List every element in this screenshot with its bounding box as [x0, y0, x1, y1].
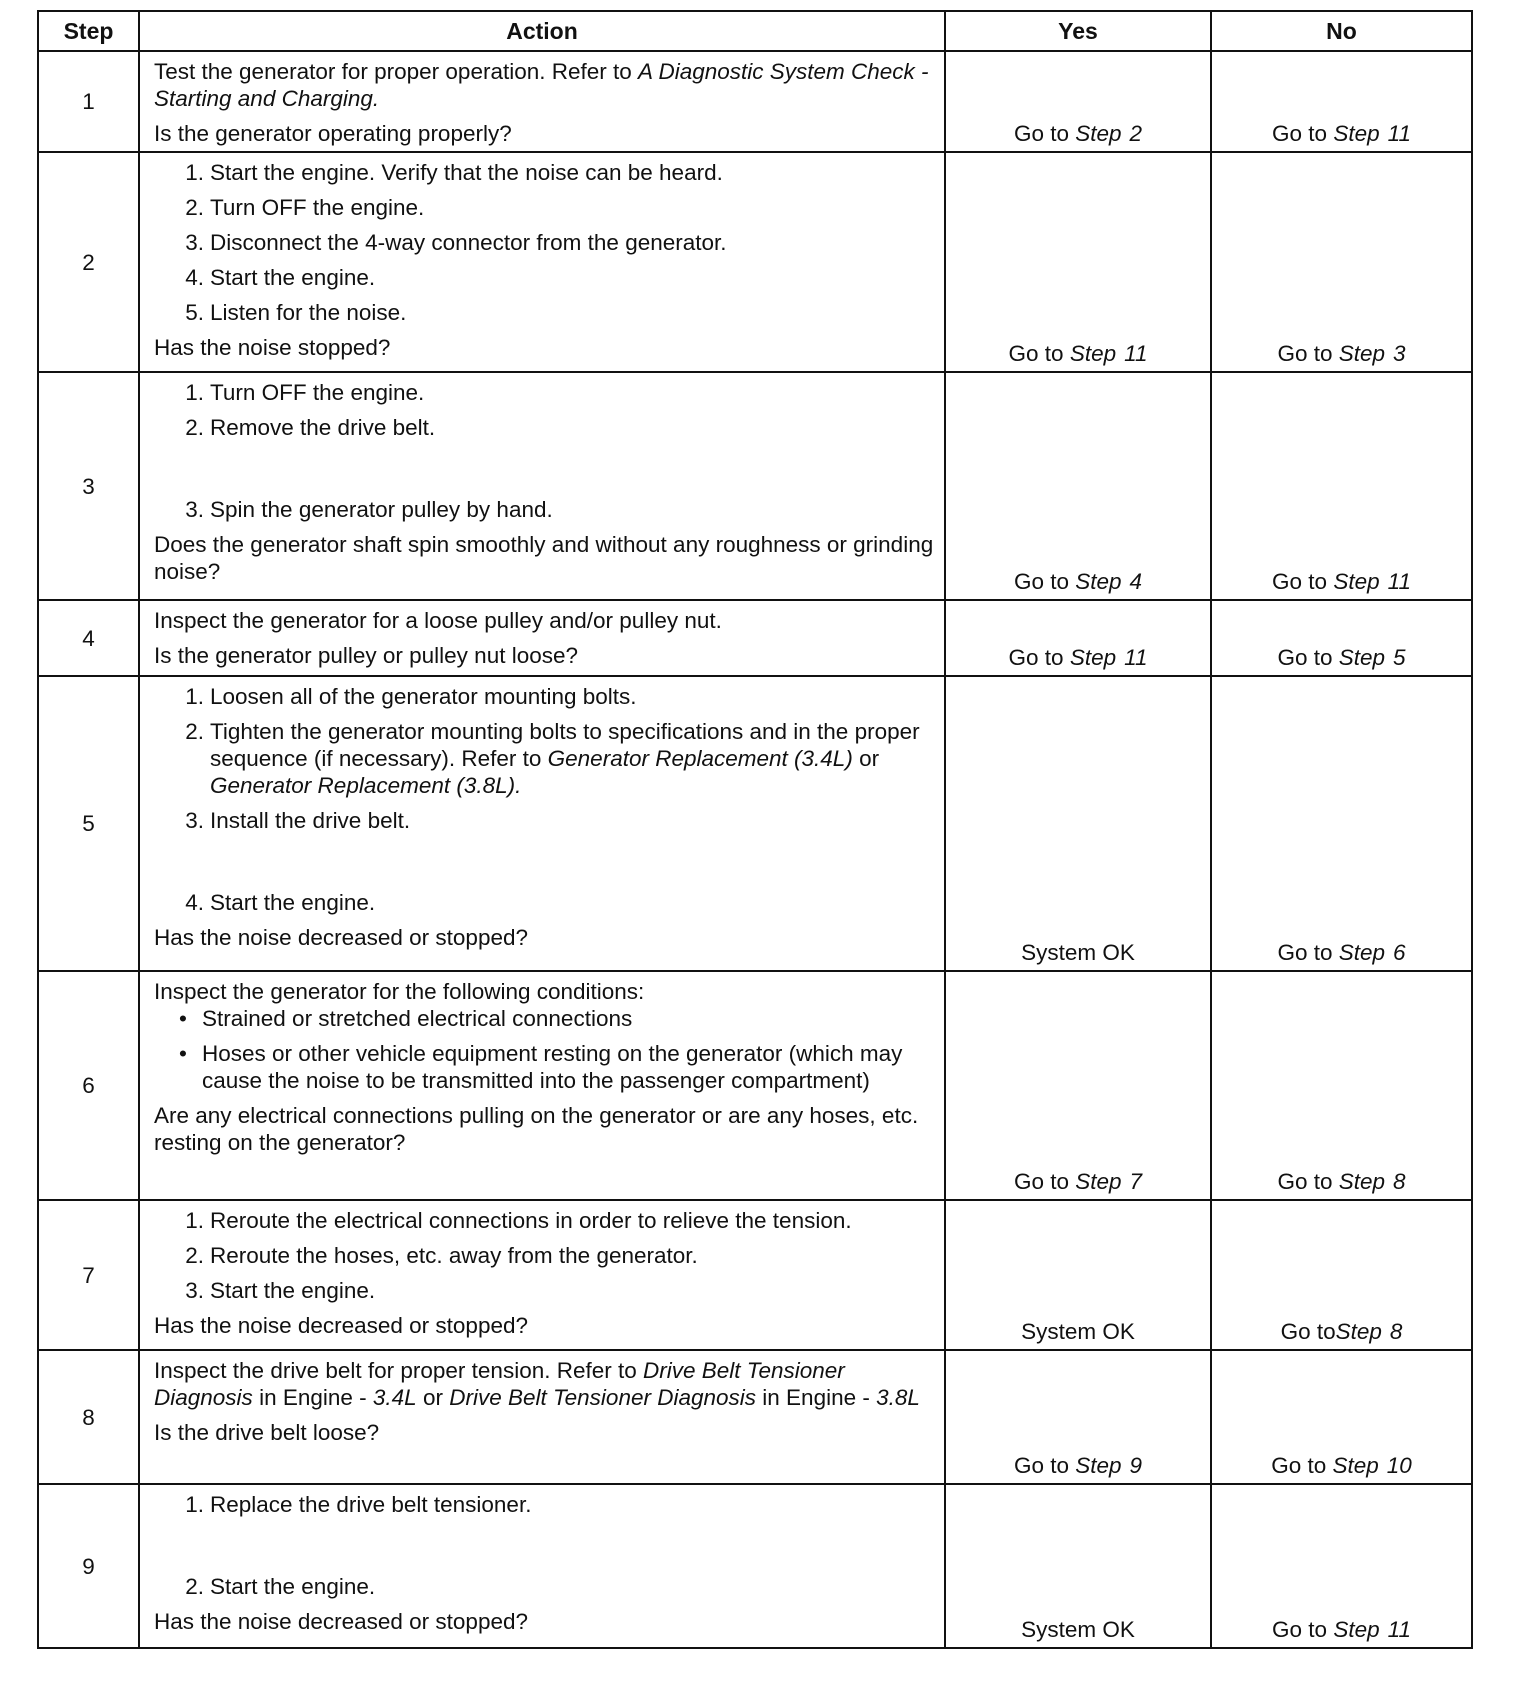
header-row	[38, 11, 1472, 51]
question: Has the noise stopped?	[154, 335, 391, 360]
step-number: 6	[38, 971, 139, 1200]
step-number: 9	[38, 1484, 139, 1648]
substep: 3. Start the engine.	[185, 1278, 376, 1303]
no-result: Go toStep 8	[1211, 1200, 1472, 1350]
action-text: Inspect the generator for the following conditions:	[154, 979, 645, 1004]
substep: 2. Reroute the hoses, etc. away from the generator.	[185, 1243, 698, 1268]
yes-result: System OK	[945, 1200, 1211, 1350]
reference-link[interactable]: Drive Belt Tensioner Diagnosis	[449, 1385, 757, 1410]
substep: 4. Start the engine.	[185, 265, 376, 290]
table-row	[38, 1484, 1472, 1648]
action-text: Inspect the generator for a loose pulley and/or pulley nut.	[154, 608, 722, 633]
question: Has the noise decreased or stopped?	[154, 925, 528, 950]
header-no: No	[1211, 11, 1472, 51]
substep: 3. Install the drive belt.	[185, 808, 411, 833]
step-number: 2	[38, 152, 139, 372]
action-cell	[139, 51, 945, 152]
step-number: 5	[38, 676, 139, 971]
header-action: Action	[139, 11, 945, 51]
yes-result: Go to Step 2	[945, 51, 1211, 152]
substep: 1. Replace the drive belt tensioner.	[185, 1492, 532, 1517]
action-cell	[139, 676, 945, 971]
question: Are any electrical connections pulling on the generator or are any hoses, etc. resting on the generator?	[154, 1103, 919, 1155]
table-row	[38, 372, 1472, 600]
diagnostic-table	[37, 10, 1473, 1649]
condition-item: • Strained or stretched electrical connections	[154, 1005, 936, 1032]
substep: 5. Listen for the noise.	[185, 300, 407, 325]
header-step: Step	[38, 11, 139, 51]
yes-result: Go to Step 4	[945, 372, 1211, 600]
action-cell	[139, 1350, 945, 1484]
reference-link[interactable]: Drive Belt Tensioner Diagnosis	[154, 1358, 845, 1410]
substep: 1. Reroute the electrical connections in order to relieve the tension.	[185, 1208, 852, 1233]
substep: 2. Tighten the generator mounting bolts to specifications and in the proper sequence (if necessary). Refer to Generator Replacement (3.4L) or Generator Replacement (3.8L).	[185, 719, 920, 798]
yes-result: Go to Step 11	[945, 600, 1211, 676]
action-text: Test the generator for proper operation. Refer to A Diagnostic System Check - Starting and Charging.	[154, 59, 929, 111]
substep-list	[154, 379, 936, 523]
table-row	[38, 971, 1472, 1200]
action-cell	[139, 600, 945, 676]
question: Does the generator shaft spin smoothly and without any roughness or grinding noise?	[154, 532, 934, 584]
condition-item: • Hoses or other vehicle equipment resting on the generator (which may cause the noise to be transmitted into the passenger compartment)	[154, 1040, 936, 1094]
table-row	[38, 1200, 1472, 1350]
substep: 4. Start the engine.	[185, 890, 376, 915]
substep: 2. Turn OFF the engine.	[185, 195, 425, 220]
substep: 1. Loosen all of the generator mounting bolts.	[185, 684, 637, 709]
action-cell	[139, 971, 945, 1200]
question: Is the generator pulley or pulley nut loose?	[154, 643, 579, 668]
question: Has the noise decreased or stopped?	[154, 1313, 528, 1338]
no-result: Go to Step 11	[1211, 372, 1472, 600]
yes-result: Go to Step 7	[945, 971, 1211, 1200]
substep: 1. Turn OFF the engine.	[185, 380, 425, 405]
action-cell	[139, 1200, 945, 1350]
table-row	[38, 676, 1472, 971]
step-number: 1	[38, 51, 139, 152]
no-result: Go to Step 10	[1211, 1350, 1472, 1484]
table-row	[38, 600, 1472, 676]
step-number: 7	[38, 1200, 139, 1350]
no-result: Go to Step 5	[1211, 600, 1472, 676]
step-number: 4	[38, 600, 139, 676]
no-result: Go to Step 11	[1211, 51, 1472, 152]
condition-list	[154, 1005, 936, 1094]
step-number: 8	[38, 1350, 139, 1484]
substep: 2. Remove the drive belt.	[185, 415, 436, 440]
table-row	[38, 1350, 1472, 1484]
step-number: 3	[38, 372, 139, 600]
no-result: Go to Step 11	[1211, 1484, 1472, 1648]
substep-list	[154, 1207, 936, 1304]
yes-result: Go to Step 9	[945, 1350, 1211, 1484]
substep: 1. Start the engine. Verify that the noise can be heard.	[185, 160, 723, 185]
substep-list	[154, 1491, 936, 1600]
table-row	[38, 152, 1472, 372]
action-text: Inspect the drive belt for proper tension. Refer to Drive Belt Tensioner Diagnosis in Engine - 3.4L or Drive Belt Tensioner Diagnosis in Engine - 3.8L	[154, 1358, 920, 1410]
action-cell	[139, 152, 945, 372]
header-yes: Yes	[945, 11, 1211, 51]
reference-link[interactable]: Generator Replacement (3.8L).	[210, 773, 522, 798]
substep-list	[154, 683, 936, 916]
reference-link[interactable]: Generator Replacement (3.4L)	[547, 746, 853, 771]
reference-link[interactable]: A Diagnostic System Check - Starting and Charging.	[154, 59, 929, 111]
question: Is the generator operating properly?	[154, 121, 512, 146]
table-row	[38, 51, 1472, 152]
substep: 3. Disconnect the 4-way connector from the generator.	[185, 230, 727, 255]
substep: 3. Spin the generator pulley by hand.	[185, 497, 553, 522]
yes-result: System OK	[945, 676, 1211, 971]
yes-result: System OK	[945, 1484, 1211, 1648]
substep: 2. Start the engine.	[185, 1574, 376, 1599]
no-result: Go to Step 8	[1211, 971, 1472, 1200]
question: Is the drive belt loose?	[154, 1420, 380, 1445]
no-result: Go to Step 3	[1211, 152, 1472, 372]
substep-list	[154, 159, 936, 326]
question: Has the noise decreased or stopped?	[154, 1609, 528, 1634]
yes-result: Go to Step 11	[945, 152, 1211, 372]
no-result: Go to Step 6	[1211, 676, 1472, 971]
action-cell	[139, 372, 945, 600]
action-cell	[139, 1484, 945, 1648]
